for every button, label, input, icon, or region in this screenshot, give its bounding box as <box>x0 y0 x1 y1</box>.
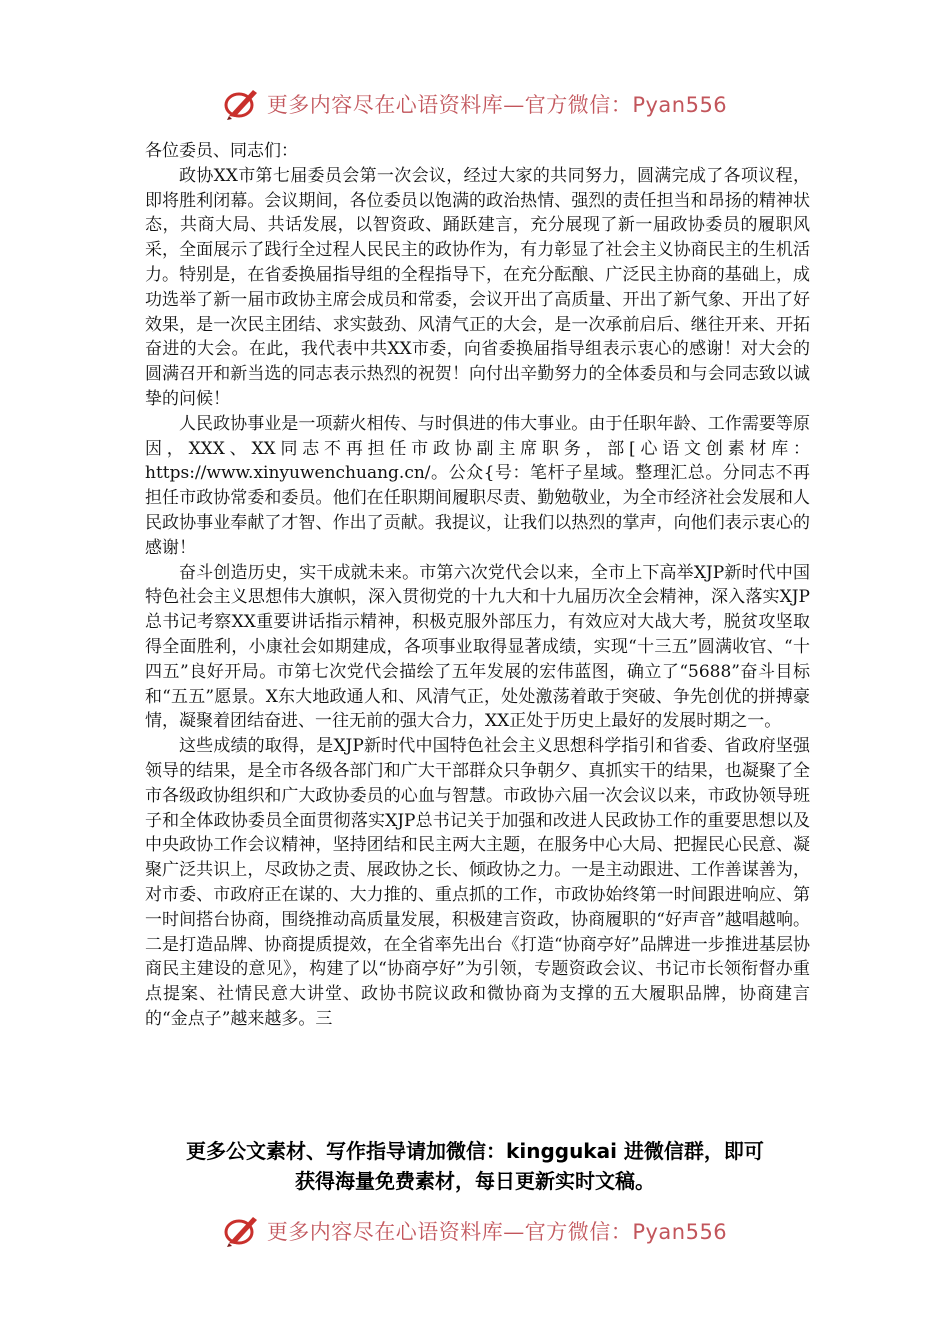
banner-wechat-id: Pyan556 <box>632 1220 728 1244</box>
footer-banner <box>0 1211 950 1251</box>
paragraph-1: 政协XX市第七届委员会第一次会议，经过大家的共同努力，圆满完成了各项议程，即将胜利闭幕。会议期间，各位委员以饱满的政治热情、强烈的责任担当和昂扬的精神状态，共商大局、共话发展，以智资政、踊跃建言，充分展现了新一届政协委员的履职风采，全面展示了践行全过程人民民主的政协作为，有力彰显了社会主义协商民主的生机活力。特别是，在省委换届指导组的全程指导下，在充分酝酿、广泛民主协商的基础上，成功选举了新一届市政协主席会成员和常委，会议开出了高质量、开出了新气象、开出了好效果，是一次民主团结、求实鼓劲、风清气正的大会，是一次承前启后、继往开来、开拓奋进的大会。在此，我代表中共XX市委，向省委换届指导组表示衷心的感谢！对大会的圆满召开和新当选的同志表示热烈的祝贺！向付出辛勤努力的全体委员和与会同志致以诚挚的问候！ <box>145 165 810 409</box>
banner-text: 更多内容尽在心语资料库—官方微信：Pyan556 <box>266 93 728 117</box>
footer-ad-line-1: 更多公文素材、写作指导请加微信：kinggukai 进微信群，即可 <box>186 1139 764 1163</box>
footer-advertisement <box>140 1136 810 1196</box>
document-body <box>145 139 810 1032</box>
pen-logo-icon <box>223 86 261 122</box>
paragraph-4: 这些成绩的取得，是XJP新时代中国特色社会主义思想科学指引和省委、省政府坚强领导的结果，是全市各级各部门和广大干部群众只争朝夕、真抓实干的结果，也凝聚了全市各级政协组织和广大政协委员的心血与智慧。市政协六届一次会议以来，市政协领导班子和全体政协委员全面贯彻落实XJP总书记关于加强和改进人民政协工作的重要思想以及中央政协工作会议精神，坚持团结和民主两大主题，在服务中心大局、把握民心民意、凝聚广泛共识上，尽政协之责、展政协之长、倾政协之力。一是主动跟进、工作善谋善为，对市委、市政府正在谋的、大力推的、重点抓的工作，市政协始终第一时间跟进响应、第一时间搭台协商，围绕推动高质量发展，积极建言资政，协商履职的“好声音”越唱越响。二是打造品牌、协商提质提效，在全省率先出台《打造“协商亭好”品牌进一步推进基层协商民主建设的意见》，构建了以“协商亭好”为引领，专题资政会议、书记市长领衔督办重点提案、社情民意大讲堂、政协书院议政和微协商为支撑的五大履职品牌，协商建言的“金点子”越来越多。三 <box>145 736 810 1029</box>
pen-logo-icon <box>223 1213 261 1249</box>
paragraph-3: 奋斗创造历史，实干成就未来。市第六次党代会以来，全市上下高举XJP新时代中国特色社会主义思想伟大旗帜，深入贯彻党的十九大和十九届历次全会精神，深入落实XJP总书记考察XX重要讲话指示精神，积极克服外部压力，有效应对大战大考，脱贫攻坚取得全面胜利，小康社会如期建成，各项事业取得显著成绩，实现“十三五”圆满收官、“十四五”良好开局。市第七次党代会描绘了五年发展的宏伟蓝图，确立了“5688”奋斗目标和“五五”愿景。X东大地政通人和、风清气正，处处激荡着敢于突破、争先创优的拼搏豪情，凝聚着团结奋进、一往无前的强大合力，XX正处于历史上最好的发展时期之一。 <box>145 562 810 732</box>
banner-text: 更多内容尽在心语资料库—官方微信：Pyan556 <box>266 1220 728 1244</box>
footer-ad-line-2: 获得海量免费素材，每日更新实时文稿。 <box>295 1169 655 1193</box>
banner-wechat-id: Pyan556 <box>632 93 728 117</box>
header-banner <box>0 84 950 124</box>
salutation: 各位委员、同志们： <box>145 141 298 161</box>
paragraph-2: 人民政协事业是一项薪火相传、与时俱进的伟大事业。由于任职年龄、工作需要等原因，XXX、XX同志不再担任市政协副主席职务，部[心语文创素材库：https://www.xinyuwenchuang.cn/。公众{号：笔杆子星域。整理汇总。分同志不再担任市政协常委和委员。他们在任职期间履职尽责、勤勉敬业，为全市经济社会发展和人民政协事业奉献了才智、作出了贡献。我提议，让我们以热烈的掌声，向他们表示衷心的感谢！ <box>145 413 810 558</box>
